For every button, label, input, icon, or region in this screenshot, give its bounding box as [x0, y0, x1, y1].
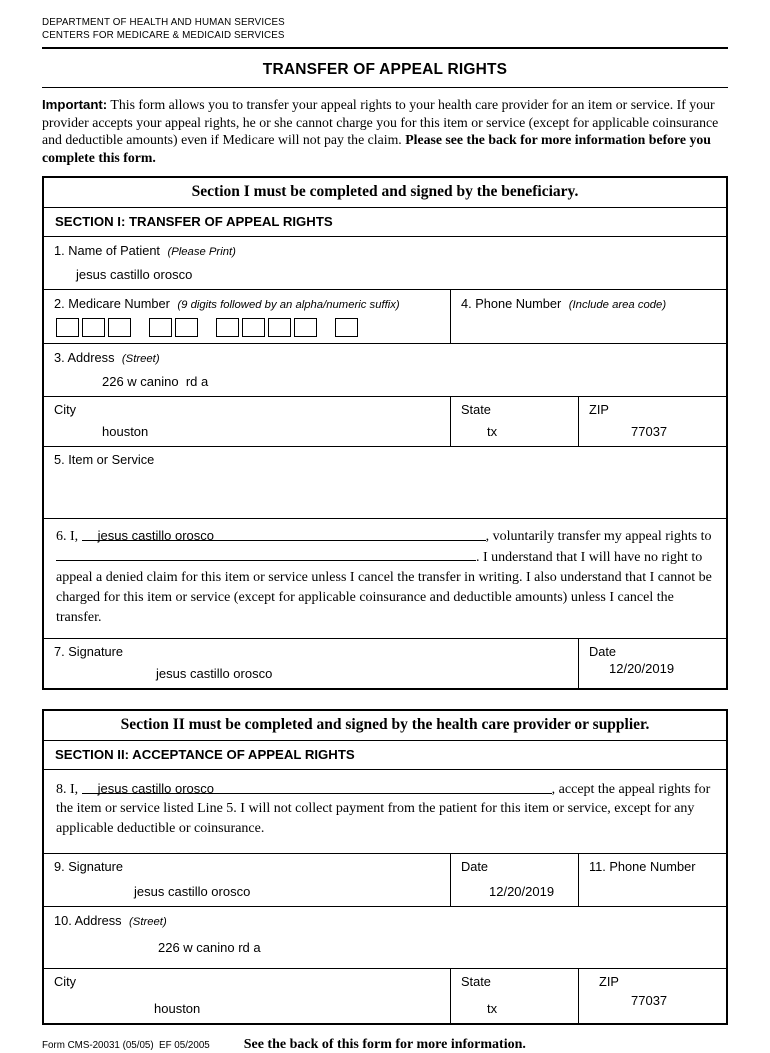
back-note: See the back of this form for more information.	[243, 1037, 526, 1053]
form-number: Form CMS-20031 (05/05) EF 05/2005	[42, 1040, 210, 1052]
field-zip[interactable]	[578, 397, 726, 446]
header-rule	[42, 47, 728, 49]
field-address[interactable]	[44, 344, 726, 397]
signature-date-phone-row-2	[44, 854, 726, 907]
field-zip-2[interactable]	[578, 969, 726, 1023]
transfer-statement-after-blank: . I understand that I will have no right to appeal a denied claim for this item or service unless I cancel the transfer in writing. I also understand that I cannot be charged for this item or service (except for applicable coinsurance and deductible amounts) unless I cancel the transfer.	[56, 550, 712, 625]
medicare-digit-box[interactable]	[56, 318, 79, 337]
date-1-label: Date	[589, 643, 617, 659]
field-state-2[interactable]	[450, 969, 578, 1023]
field-city-2[interactable]	[44, 969, 450, 1023]
patient-name-label: 1. Name of Patient	[54, 243, 160, 259]
section-gap	[42, 690, 728, 709]
state-label: State	[461, 402, 491, 418]
address-label-line	[54, 349, 716, 367]
accept-statement-lead: 8. I,	[56, 781, 79, 797]
signature-date-row-1	[44, 639, 726, 688]
city-state-zip-row-2	[44, 969, 726, 1023]
form-footer	[42, 1037, 728, 1053]
address-2-hint: (Street)	[129, 916, 167, 929]
important-text: This form allows you to transfer your appeal rights to your health care provider for an item or service. If your provider accepts your appeal rights, he or she cannot charge you for this item or service (except for applicable coinsurance and deductible amounts) even if Medicare will not pay the claim.	[42, 96, 719, 148]
transfer-statement-lead: 6. I,	[56, 529, 79, 545]
item-value[interactable]	[54, 474, 716, 490]
section-1-box	[42, 176, 728, 689]
form-header	[42, 17, 728, 88]
field-city[interactable]	[44, 397, 450, 446]
patient-name-label-line	[54, 242, 716, 260]
agency-line-2: CENTERS FOR MEDICARE & MEDICAID SERVICES	[42, 29, 285, 41]
address-value[interactable]: 226 w canino rd a	[102, 374, 209, 390]
medicare-digit-box[interactable]	[268, 318, 291, 337]
city-2-value[interactable]: houston	[154, 1001, 201, 1017]
patient-name-value[interactable]: jesus castillo orosco	[76, 267, 193, 283]
phone-label: 4. Phone Number	[461, 296, 562, 312]
field-medicare-number[interactable]	[44, 290, 450, 343]
address-2-label: 10. Address	[54, 913, 122, 929]
medicare-digit-box[interactable]	[294, 318, 317, 337]
phone-2-value[interactable]	[589, 881, 716, 897]
medicare-suffix-box[interactable]	[335, 318, 358, 337]
field-state[interactable]	[450, 397, 578, 446]
medicare-label-line	[54, 295, 440, 313]
address-hint: (Street)	[121, 353, 160, 366]
section2-banner: Section II must be completed and signed by the health care provider or supplier.	[44, 711, 726, 741]
field-signature-1[interactable]	[44, 639, 578, 688]
transfer-statement	[44, 519, 726, 638]
section2-heading: SECTION II: ACCEPTANCE OF APPEAL RIGHTS	[44, 741, 726, 770]
transfer-statement-after-name: , voluntarily transfer my appeal rights to	[485, 529, 712, 545]
address-2-label-line	[54, 912, 716, 930]
medicare-digit-box[interactable]	[175, 318, 198, 337]
medicare-number-boxes	[54, 318, 440, 337]
signature-2-label: 9. Signature	[54, 859, 124, 875]
medicare-phone-row	[44, 290, 726, 344]
important-note	[42, 96, 728, 166]
city-value[interactable]: houston	[102, 424, 149, 440]
state-2-label: State	[461, 974, 491, 990]
signature-1-value[interactable]: jesus castillo orosco	[156, 665, 273, 681]
accept-statement	[44, 770, 726, 855]
patient-name-hint: (Please Print)	[167, 246, 236, 259]
beneficiary-name-line[interactable]	[82, 527, 486, 544]
provider-name-line[interactable]	[56, 547, 476, 561]
field-address-2[interactable]	[44, 907, 726, 969]
medicare-digit-box[interactable]	[216, 318, 239, 337]
zip-label: ZIP	[589, 402, 609, 418]
state-2-value[interactable]: tx	[487, 1001, 498, 1017]
medicare-label: 2. Medicare Number	[54, 296, 170, 312]
field-date-2[interactable]	[450, 854, 578, 906]
city-2-label: City	[54, 974, 77, 990]
date-1-value[interactable]: 12/20/2019	[609, 660, 675, 676]
item-label: 5. Item or Service	[54, 452, 155, 468]
address-2-value[interactable]: 226 w canino rd a	[158, 940, 261, 956]
field-phone-2[interactable]	[578, 854, 726, 906]
form-title: TRANSFER OF APPEAL RIGHTS	[262, 60, 508, 78]
field-date-1[interactable]	[578, 639, 726, 688]
zip-value[interactable]: 77037	[631, 424, 668, 440]
phone-label-line	[461, 295, 716, 313]
city-state-zip-row	[44, 397, 726, 447]
city-label: City	[54, 402, 77, 418]
provider-acceptor-name-value: jesus castillo orosco	[97, 780, 214, 796]
accept-statement-after-name: , accept the appeal rights for the item or service listed Line 5. I will not collect payment from the patient for this item or service, except for any applicable deductible or coinsurance.	[56, 781, 711, 837]
agency-line-1: DEPARTMENT OF HEALTH AND HUMAN SERVICES	[42, 17, 285, 28]
phone-hint: (Include area code)	[568, 299, 667, 312]
section-2-box	[42, 709, 728, 1026]
zip-2-label: ZIP	[599, 974, 619, 990]
field-item-or-service[interactable]	[44, 447, 726, 519]
date-2-label: Date	[461, 859, 489, 875]
medicare-digit-box[interactable]	[242, 318, 265, 337]
medicare-digit-box[interactable]	[108, 318, 131, 337]
field-patient-name[interactable]	[44, 237, 726, 290]
state-value[interactable]: tx	[487, 424, 498, 440]
beneficiary-name-value: jesus castillo orosco	[97, 528, 214, 544]
phone-2-label: 11. Phone Number	[589, 859, 696, 875]
field-signature-2[interactable]	[44, 854, 450, 906]
medicare-digit-box[interactable]	[82, 318, 105, 337]
phone-value[interactable]	[461, 320, 716, 336]
address-label: 3. Address	[54, 350, 115, 366]
section1-banner: Section I must be completed and signed by the beneficiary.	[44, 178, 726, 208]
important-label: Important:	[42, 96, 108, 112]
medicare-hint: (9 digits followed by an alpha/numeric suffix)	[177, 299, 400, 312]
signature-2-value[interactable]: jesus castillo orosco	[134, 884, 251, 900]
zip-2-value[interactable]: 77037	[631, 993, 668, 1009]
important-bold-note: Please see the back for more information before you complete this form.	[42, 132, 711, 165]
field-phone-number[interactable]	[450, 290, 726, 343]
medicare-digit-box[interactable]	[149, 318, 172, 337]
signature-1-label: 7. Signature	[54, 643, 124, 659]
section1-heading: SECTION I: TRANSFER OF APPEAL RIGHTS	[44, 208, 726, 237]
title-rule	[42, 87, 728, 88]
item-blank-space	[54, 490, 716, 512]
date-2-value[interactable]: 12/20/2019	[489, 884, 555, 900]
provider-acceptor-name-line[interactable]	[82, 780, 552, 794]
